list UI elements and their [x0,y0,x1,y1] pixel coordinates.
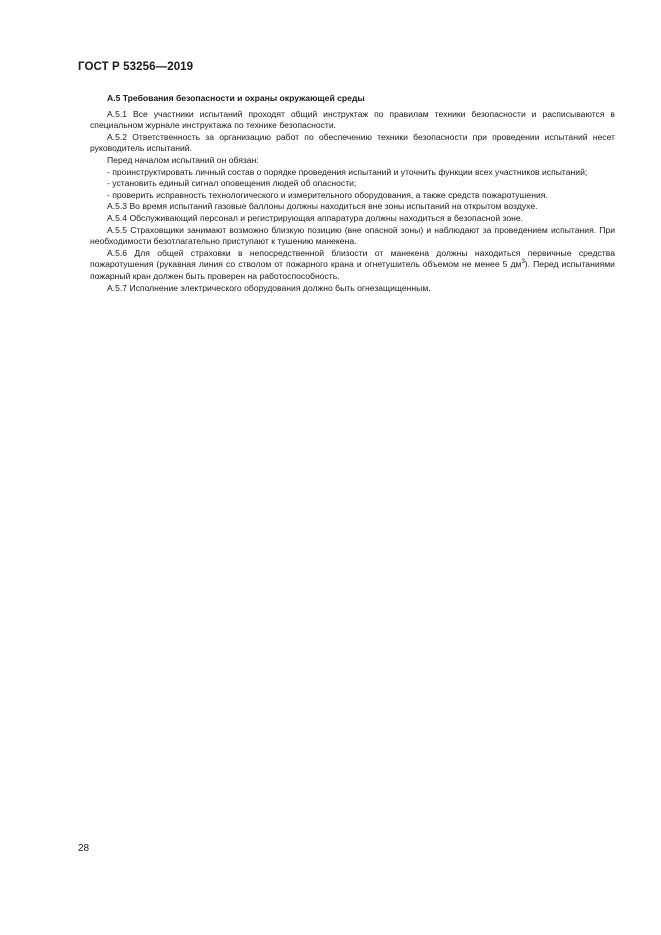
paragraph-a57: А.5.7 Исполнение электрического оборудования должно быть огнезащищенным. [107,282,431,293]
document-body [90,93,615,294]
paragraph-a54: А.5.4 Обслуживающий персонал и регистрирующая аппаратура должны находиться в безопасной зоне. [107,212,524,223]
paragraph-a56-text: А.5.6 Для общей страховки в непосредственной близости от манекена должны находиться первичные средства пожаротушения (рукавная линия со стволом от пожарного крана и огнетушитель объемом не менее 5 дм [90,247,615,270]
paragraph-a52: А.5.2 Ответственность за организацию работ по обеспечению техники безопасности при проведении испытаний несет руководитель испытаний. [90,131,615,154]
list-item-signal: - установить единый сигнал оповещения людей об опасности; [107,178,357,189]
document-header: ГОСТ Р 53256—2019 [78,61,194,73]
paragraph-a55: А.5.5 Страховщики занимают возможно близкую позицию (вне опасной зоны) и наблюдают за проведением испытания. При необходимости безотлагательно приступают к тушению манекена. [90,224,615,247]
paragraph-a56-tail: ). Перед испытаниями пожарный кран должен быть проверен на работоспособность. [90,259,615,281]
paragraph-a56 [90,248,615,283]
list-item-check-equipment: - проверить исправность технологического и измерительного оборудования, а также средств пожаротушения. [107,189,548,200]
paragraph-duties-intro: Перед началом испытаний он обязан: [107,154,259,165]
paragraph-a51: А.5.1 Все участники испытаний проходят общий инструктаж по правилам техники безопасности и расписываются в специальном журнале инструктажа по технике безопасности. [90,108,615,131]
page-number: 28 [78,843,90,854]
section-title: А.5 Требования безопасности и охраны окружающей среды [107,93,365,103]
list-item-instruct: - проинструктировать личный состав о порядке проведения испытаний и уточнить функции всех участников испытаний; [107,166,588,177]
paragraph-a56-superscript: 3 [521,259,525,266]
paragraph-a53: А.5.3 Во время испытаний газовые баллоны должны находиться вне зоны испытаний на открытом воздухе. [107,201,538,212]
